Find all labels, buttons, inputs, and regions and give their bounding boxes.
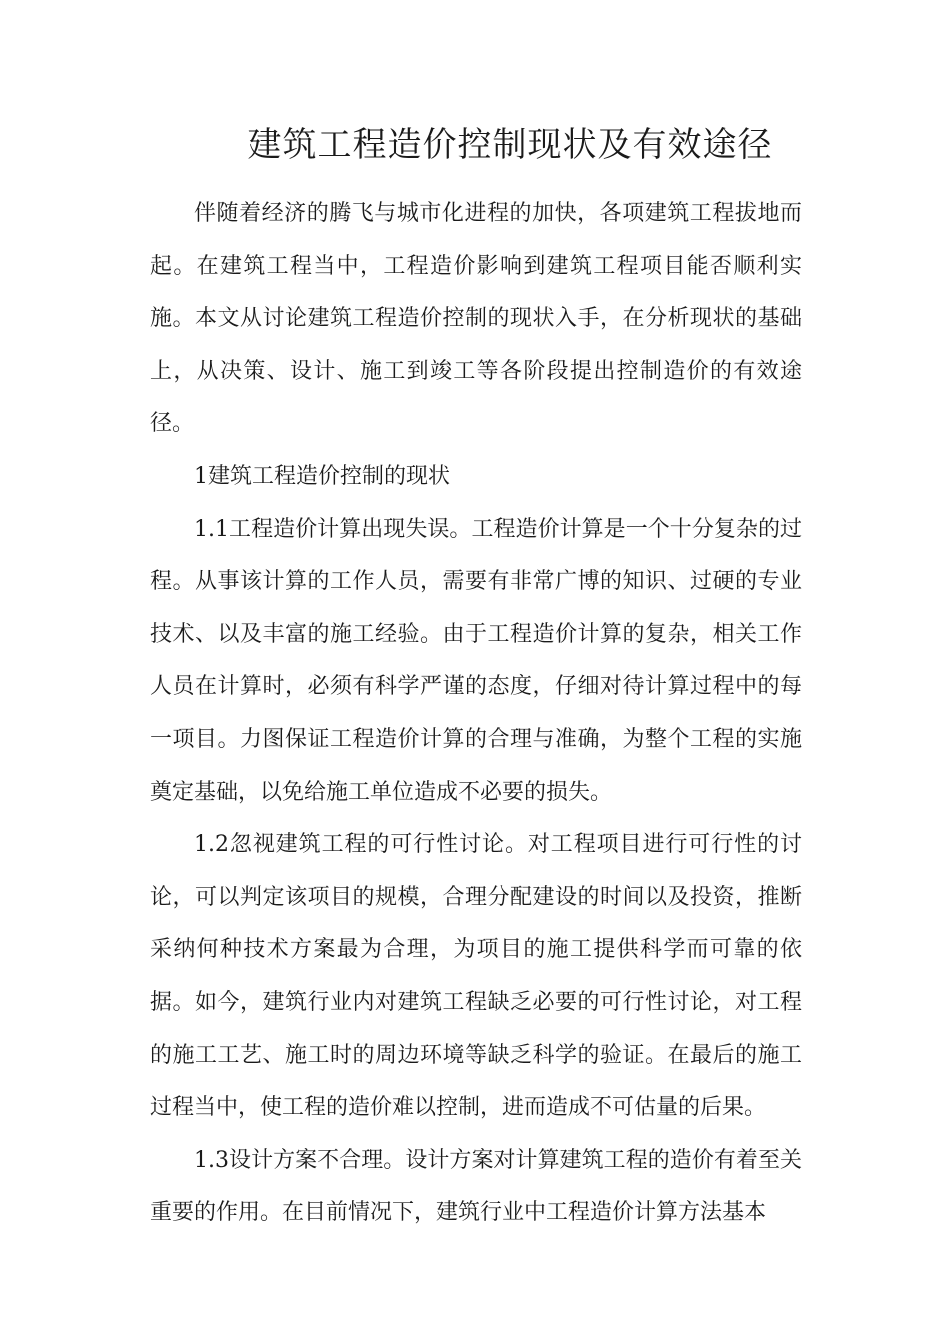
document-body [150,188,802,1240]
intro-paragraph: 伴随着经济的腾飞与城市化进程的加快，各项建筑工程拔地而起。在建筑工程当中，工程造价影响到建筑工程项目能否顺利实施。本文从讨论建筑工程造价控制的现状入手，在分析现状的基础上，从决策、设计、施工到竣工等各阶段提出控制造价的有效途径。 [150,201,802,437]
paragraph-1-1: 1.1工程造价计算出现失误。工程造价计算是一个十分复杂的过程。从事该计算的工作人员，需要有非常广博的知识、过硬的专业技术、以及丰富的施工经验。由于工程造价计算的复杂，相关工作人员在计算时，必须有科学严谨的态度，仔细对待计算过程中的每一项目。力图保证工程造价计算的合理与准确，为整个工程的实施奠定基础，以免给施工单位造成不必要的损失。 [150,516,802,805]
paragraph-1-2: 1.2忽视建筑工程的可行性讨论。对工程项目进行可行性的讨论，可以判定该项目的规模，合理分配建设的时间以及投资，推断采纳何种技术方案最为合理，为项目的施工提供科学而可靠的依据。如今，建筑行业内对建筑工程缺乏必要的可行性讨论，对工程的施工工艺、施工时的周边环境等缺乏科学的验证。在最后的施工过程当中，使工程的造价难以控制，进而造成不可估量的后果。 [150,832,802,1121]
paragraph-1-3: 1.3设计方案不合理。设计方案对计算建筑工程的造价有着至关重要的作用。在目前情况下，建筑行业中工程造价计算方法基本 [150,1147,802,1226]
section-heading-1: 1建筑工程造价控制的现状 [194,463,450,489]
document-title: 建筑工程造价控制现状及有效途径 [247,125,773,165]
